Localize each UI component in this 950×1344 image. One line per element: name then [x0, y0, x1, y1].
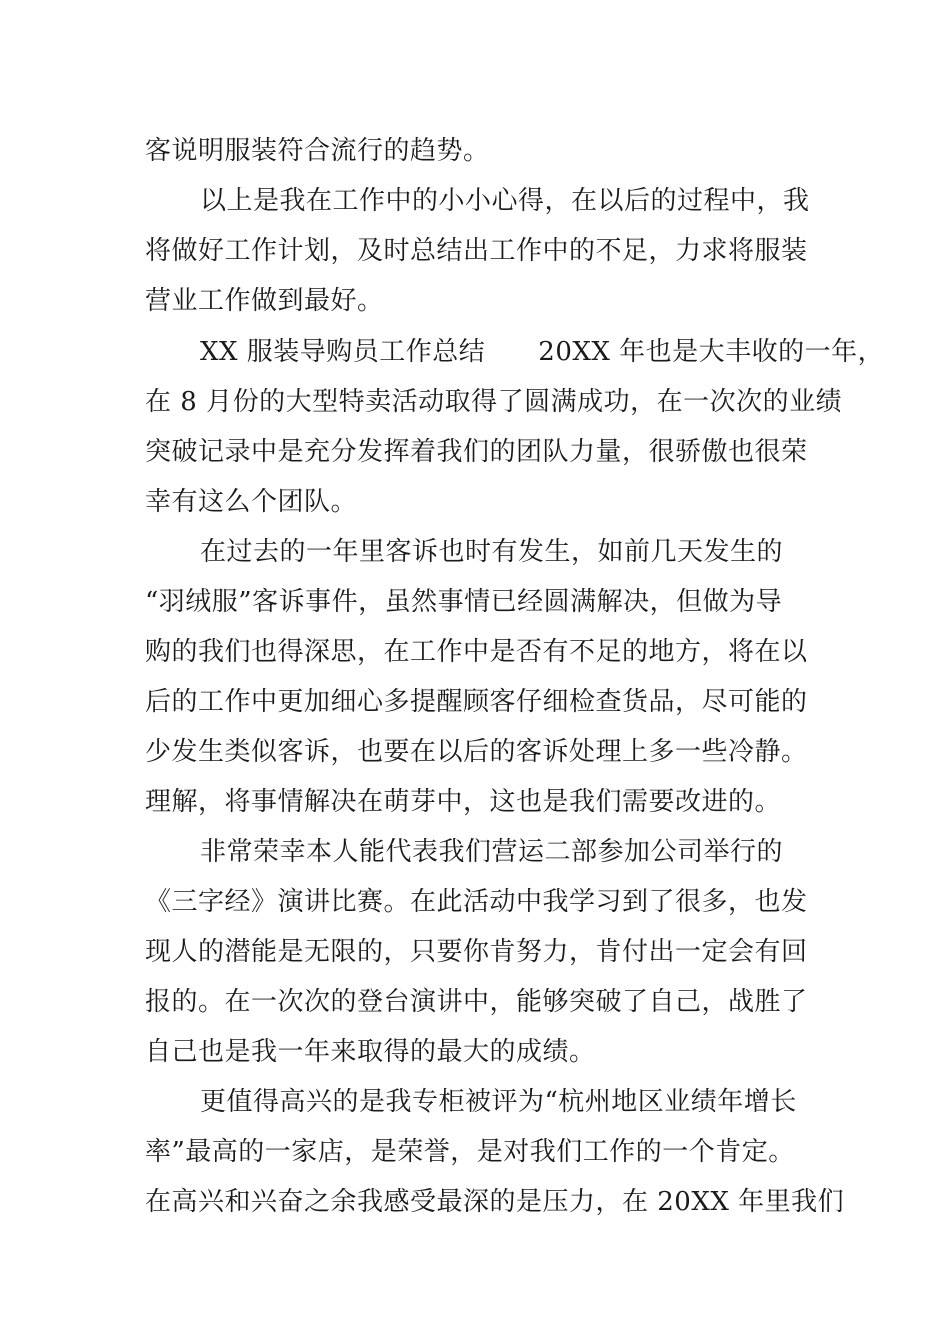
text-line: 在过去的一年里客诉也时有发生，如前几天发生的: [200, 537, 784, 567]
text-line: 更值得高兴的是我专柜被评为“杭州地区业绩年增长: [200, 1087, 797, 1117]
text-line: 以上是我在工作中的小小心得，在以后的过程中，我: [200, 186, 810, 216]
text-line: 非常荣幸本人能代表我们营运二部参加公司举行的: [200, 837, 784, 867]
text-line: 报的。在一次次的登台演讲中，能够突破了自己，战胜了: [145, 987, 808, 1017]
text-line: 突破记录中是充分发挥着我们的团队力量，很骄傲也很荣: [145, 437, 808, 467]
text-line: 率”最高的一家店，是荣誉，是对我们工作的一个肯定。: [145, 1137, 795, 1167]
text-line: 自己也是我一年来取得的最大的成绩。: [145, 1037, 596, 1067]
text-line: 理解，将事情解决在萌芽中，这也是我们需要改进的。: [145, 787, 782, 817]
text-line: 少发生类似客诉，也要在以后的客诉处理上多一些冷静。: [145, 737, 808, 767]
text-line: 在高兴和兴奋之余我感受最深的是压力，在 20XX 年里我们: [145, 1187, 845, 1217]
text-line: 将做好工作计划，及时总结出工作中的不足，力求将服装: [145, 236, 808, 266]
text-line: XX 服装导购员工作总结 20XX 年也是大丰收的一年，: [200, 337, 885, 367]
text-line: 幸有这么个团队。: [145, 487, 358, 517]
text-line: 《三字经》演讲比赛。在此活动中我学习到了很多，也发: [145, 887, 808, 917]
text-line: 现人的潜能是无限的，只要你肯努力，肯付出一定会有回: [145, 937, 808, 967]
text-line: 购的我们也得深思，在工作中是否有不足的地方，将在以: [145, 637, 808, 667]
text-line: “羽绒服”客诉事件，虽然事情已经圆满解决，但做为导: [145, 587, 783, 617]
text-line: 客说明服装符合流行的趋势。: [145, 136, 490, 166]
text-line: 后的工作中更加细心多提醒顾客仔细检查货品，尽可能的: [145, 687, 808, 717]
text-line: 在 8 月份的大型特卖活动取得了圆满成功，在一次次的业绩: [145, 387, 843, 417]
text-line: 营业工作做到最好。: [145, 286, 384, 316]
